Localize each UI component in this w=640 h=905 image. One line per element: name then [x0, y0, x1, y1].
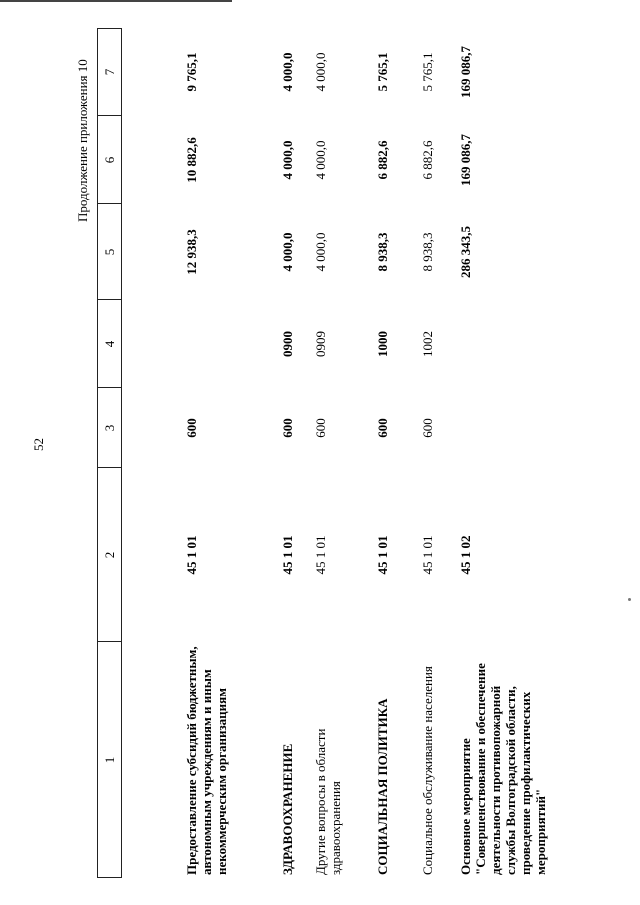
row-amount-5: 8 938,3 [375, 232, 390, 272]
row-amount-5: 4 000,0 [313, 232, 328, 272]
row-amount-6: 6 882,6 [375, 140, 390, 180]
row-amount-6: 4 000,0 [280, 140, 295, 180]
column-header-3: 3 [102, 424, 117, 432]
row-label: СОЦИАЛЬНАЯ ПОЛИТИКА [375, 698, 390, 875]
row-label: Другие вопросы в области здравоохранения [313, 728, 343, 875]
row-code: 45 1 02 [458, 535, 473, 575]
row-amount-5: 286 343,5 [458, 226, 473, 278]
column-header-2: 2 [102, 551, 117, 559]
row-amount-6: 10 882,6 [184, 137, 199, 183]
row-label: Предоставление субсидий бюджетным, автономным учреждениям и иным некоммерческим организациям [184, 646, 229, 875]
row-amount-7: 5 765,1 [420, 52, 435, 92]
column-header-7: 7 [102, 68, 117, 76]
column-header-1: 1 [102, 756, 117, 764]
column-header-5: 5 [102, 248, 117, 256]
row-section: 0909 [313, 331, 328, 357]
row-section: 1000 [375, 331, 390, 357]
row-amount-5: 4 000,0 [280, 232, 295, 272]
page-number: 52 [31, 438, 46, 451]
row-label: Основное мероприятие "Совершенствование и обеспечение деятельности противопожарной службы Волгоградской области, проведение профилактических мероприятий" [458, 663, 548, 875]
row-amount-7: 169 086,7 [458, 46, 473, 98]
header-rule [0, 0, 232, 2]
column-header-4: 4 [102, 340, 117, 348]
row-amount-6: 6 882,6 [420, 140, 435, 180]
row-amount-7: 4 000,0 [313, 52, 328, 92]
column-header-6: 6 [102, 156, 117, 164]
row-expense-type: 600 [280, 418, 295, 438]
row-amount-6: 4 000,0 [313, 140, 328, 180]
row-amount-6: 169 086,7 [458, 134, 473, 186]
row-section: 1002 [420, 331, 435, 357]
appendix-table [97, 28, 554, 878]
row-section: 0900 [280, 331, 295, 357]
row-expense-type: 600 [184, 418, 199, 438]
row-expense-type: 600 [420, 418, 435, 438]
row-expense-type: 600 [375, 418, 390, 438]
row-amount-7: 9 765,1 [184, 52, 199, 92]
row-amount-5: 8 938,3 [420, 232, 435, 272]
row-code: 45 1 01 [313, 535, 328, 575]
row-expense-type: 600 [313, 418, 328, 438]
row-code: 45 1 01 [420, 535, 435, 575]
table-top-border [97, 28, 98, 878]
row-code: 45 1 01 [280, 535, 295, 575]
row-code: 45 1 01 [375, 535, 390, 575]
row-amount-5: 12 938,3 [184, 229, 199, 275]
row-amount-7: 4 000,0 [280, 52, 295, 92]
header-row-border [121, 28, 122, 878]
row-amount-7: 5 765,1 [375, 52, 390, 92]
row-code: 45 1 01 [184, 535, 199, 575]
continuation-caption: Продолжение приложения 10 [75, 59, 90, 222]
row-label: Социальное обслуживание населения [420, 666, 435, 875]
row-label: ЗДРАВООХРАНЕНИЕ [280, 743, 295, 875]
rotated-table-page [30, 28, 630, 878]
